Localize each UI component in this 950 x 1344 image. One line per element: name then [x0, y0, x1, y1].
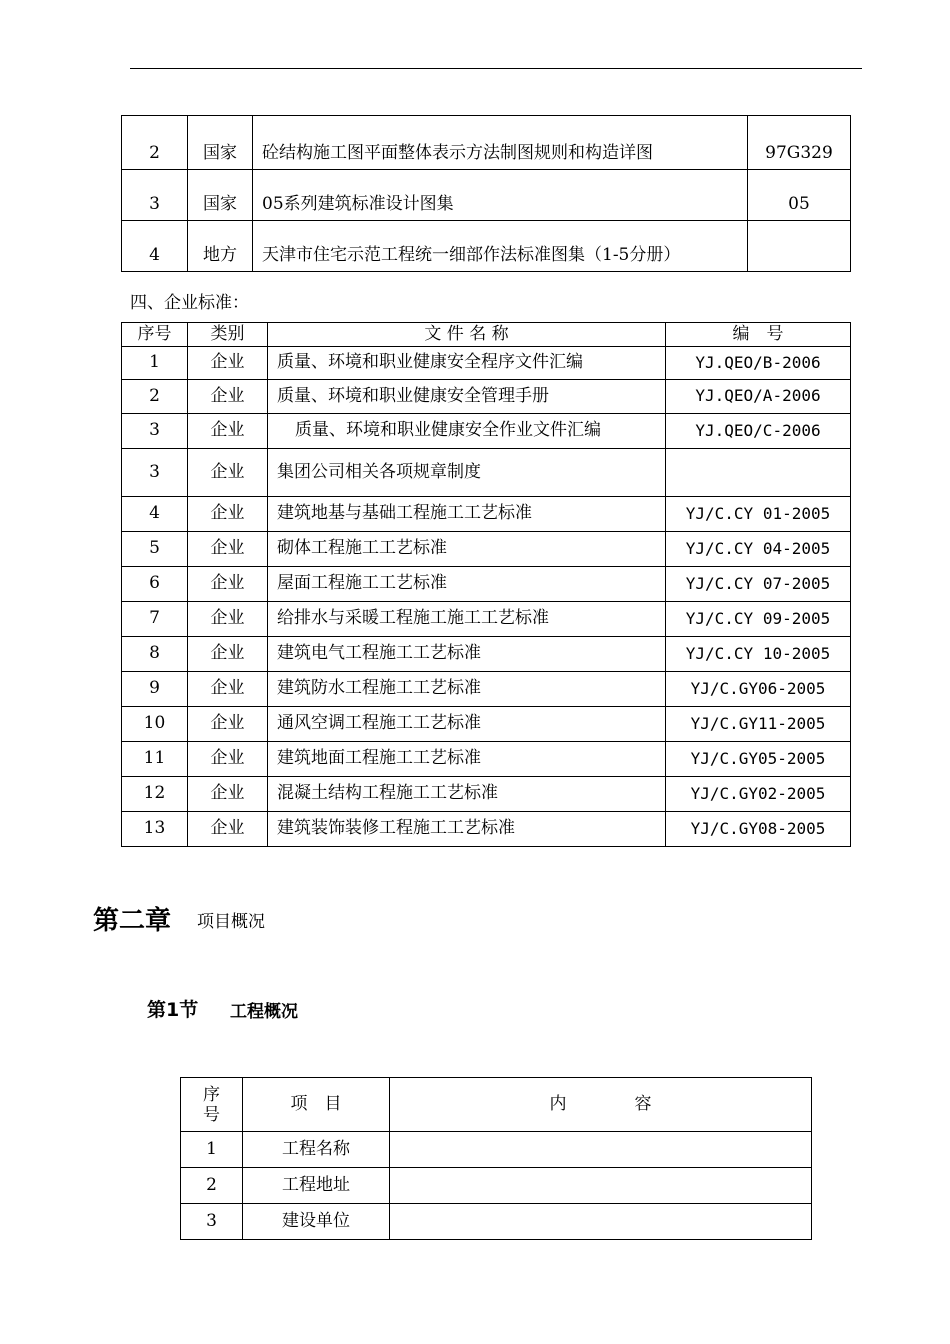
- row-code: 97G329: [748, 116, 851, 170]
- table-row: [181, 1168, 812, 1204]
- row-name: 质量、环境和职业健康安全管理手册: [268, 380, 666, 414]
- row-name: 建筑地面工程施工工艺标准: [268, 742, 666, 777]
- enterprise-standards-table: [121, 322, 851, 847]
- row-code: YJ/C.CY 01-2005: [666, 497, 851, 532]
- row-category: 企业: [188, 637, 268, 672]
- row-code: 05: [748, 170, 851, 221]
- row-code: YJ/C.GY11-2005: [666, 707, 851, 742]
- row-name: 建筑装饰装修工程施工工艺标准: [268, 812, 666, 847]
- row-number: 3: [181, 1204, 243, 1240]
- row-number: 12: [122, 777, 188, 812]
- header-rule: [130, 68, 862, 69]
- row-code: YJ.QEO/C-2006: [666, 414, 851, 449]
- table-row: [122, 116, 851, 170]
- row-name: 砌体工程施工工艺标准: [268, 532, 666, 567]
- row-name: 天津市住宅示范工程统一细部作法标准图集（1-5分册）: [253, 221, 748, 272]
- table-row: [122, 532, 851, 567]
- row-category: 企业: [188, 707, 268, 742]
- row-category: 企业: [188, 602, 268, 637]
- section-subtitle: 工程概况: [230, 1002, 298, 1022]
- header-category: 类别: [188, 323, 268, 347]
- table-row: [122, 707, 851, 742]
- row-code: YJ/C.GY05-2005: [666, 742, 851, 777]
- row-number: 7: [122, 602, 188, 637]
- row-code: YJ/C.CY 09-2005: [666, 602, 851, 637]
- row-number: 5: [122, 532, 188, 567]
- chapter-subtitle: 项目概况: [197, 912, 265, 932]
- row-name: 给排水与采暖工程施工施工工艺标准: [268, 602, 666, 637]
- section-label: 四、企业标准：: [130, 293, 249, 313]
- table-row: [181, 1204, 812, 1240]
- row-number: 6: [122, 567, 188, 602]
- table-row: [122, 414, 851, 449]
- table-row: [122, 347, 851, 380]
- row-code: YJ/C.CY 07-2005: [666, 567, 851, 602]
- row-number: 13: [122, 812, 188, 847]
- row-code: YJ/C.GY02-2005: [666, 777, 851, 812]
- row-number: 11: [122, 742, 188, 777]
- table-row: [122, 637, 851, 672]
- header-no: [181, 1078, 243, 1132]
- project-overview-table: [180, 1077, 812, 1240]
- row-content: [390, 1168, 812, 1204]
- table-row: [122, 380, 851, 414]
- row-name: 建筑防水工程施工工艺标准: [268, 672, 666, 707]
- row-category: 企业: [188, 380, 268, 414]
- row-category: 企业: [188, 497, 268, 532]
- header-no: 序号: [122, 323, 188, 347]
- row-number: 8: [122, 637, 188, 672]
- table-row: [181, 1132, 812, 1168]
- row-number: 3: [122, 170, 188, 221]
- row-category: 国家: [188, 170, 253, 221]
- row-name: 砼结构施工图平面整体表示方法制图规则和构造详图: [253, 116, 748, 170]
- row-name: 质量、环境和职业健康安全程序文件汇编: [268, 347, 666, 380]
- row-code: YJ/C.GY06-2005: [666, 672, 851, 707]
- row-category: 企业: [188, 777, 268, 812]
- row-number: 1: [122, 347, 188, 380]
- row-content: [390, 1204, 812, 1240]
- row-item: 工程名称: [243, 1132, 390, 1168]
- header-code: 编 号: [666, 323, 851, 347]
- section-title: 第1节: [147, 999, 199, 1021]
- header-name: 文 件 名 称: [268, 323, 666, 347]
- row-item: 建设单位: [243, 1204, 390, 1240]
- row-category: 企业: [188, 347, 268, 380]
- row-category: 企业: [188, 414, 268, 449]
- row-number: 4: [122, 221, 188, 272]
- row-name: 05系列建筑标准设计图集: [253, 170, 748, 221]
- table-row: [122, 777, 851, 812]
- row-name: 屋面工程施工工艺标准: [268, 567, 666, 602]
- row-category: 企业: [188, 672, 268, 707]
- header-content: 内 容: [390, 1078, 812, 1132]
- row-number: 1: [181, 1132, 243, 1168]
- table-row: [122, 497, 851, 532]
- row-number: 3: [122, 414, 188, 449]
- row-category: 企业: [188, 812, 268, 847]
- row-code: [666, 449, 851, 497]
- row-number: 3: [122, 449, 188, 497]
- table-row: [122, 812, 851, 847]
- row-number: 2: [122, 380, 188, 414]
- table-header-row: [122, 323, 851, 347]
- table-row: [122, 567, 851, 602]
- row-category: 企业: [188, 567, 268, 602]
- row-code: YJ/C.CY 04-2005: [666, 532, 851, 567]
- row-content: [390, 1132, 812, 1168]
- row-name: 质量、环境和职业健康安全作业文件汇编: [268, 414, 666, 449]
- row-name: 集团公司相关各项规章制度: [268, 449, 666, 497]
- row-category: 企业: [188, 532, 268, 567]
- row-name: 混凝土结构工程施工工艺标准: [268, 777, 666, 812]
- table-header-row: [181, 1078, 812, 1132]
- row-name: 建筑地基与基础工程施工工艺标准: [268, 497, 666, 532]
- row-code: YJ/C.CY 10-2005: [666, 637, 851, 672]
- table-row: [122, 221, 851, 272]
- table-row: [122, 449, 851, 497]
- row-number: 9: [122, 672, 188, 707]
- row-category: 地方: [188, 221, 253, 272]
- row-code: [748, 221, 851, 272]
- table-row: [122, 672, 851, 707]
- national-standards-table: [121, 115, 851, 272]
- row-category: 国家: [188, 116, 253, 170]
- row-item: 工程地址: [243, 1168, 390, 1204]
- row-number: 2: [181, 1168, 243, 1204]
- header-no-line2: 号: [203, 1104, 220, 1125]
- row-number: 2: [122, 116, 188, 170]
- row-number: 10: [122, 707, 188, 742]
- row-code: YJ/C.GY08-2005: [666, 812, 851, 847]
- chapter-title: 第二章: [93, 906, 172, 936]
- row-name: 通风空调工程施工工艺标准: [268, 707, 666, 742]
- header-no-line1: 序: [203, 1084, 220, 1105]
- table-row: [122, 602, 851, 637]
- table-row: [122, 170, 851, 221]
- row-code: YJ.QEO/B-2006: [666, 347, 851, 380]
- row-category: 企业: [188, 449, 268, 497]
- row-category: 企业: [188, 742, 268, 777]
- row-number: 4: [122, 497, 188, 532]
- row-code: YJ.QEO/A-2006: [666, 380, 851, 414]
- header-item: 项 目: [243, 1078, 390, 1132]
- table-row: [122, 742, 851, 777]
- row-name: 建筑电气工程施工工艺标准: [268, 637, 666, 672]
